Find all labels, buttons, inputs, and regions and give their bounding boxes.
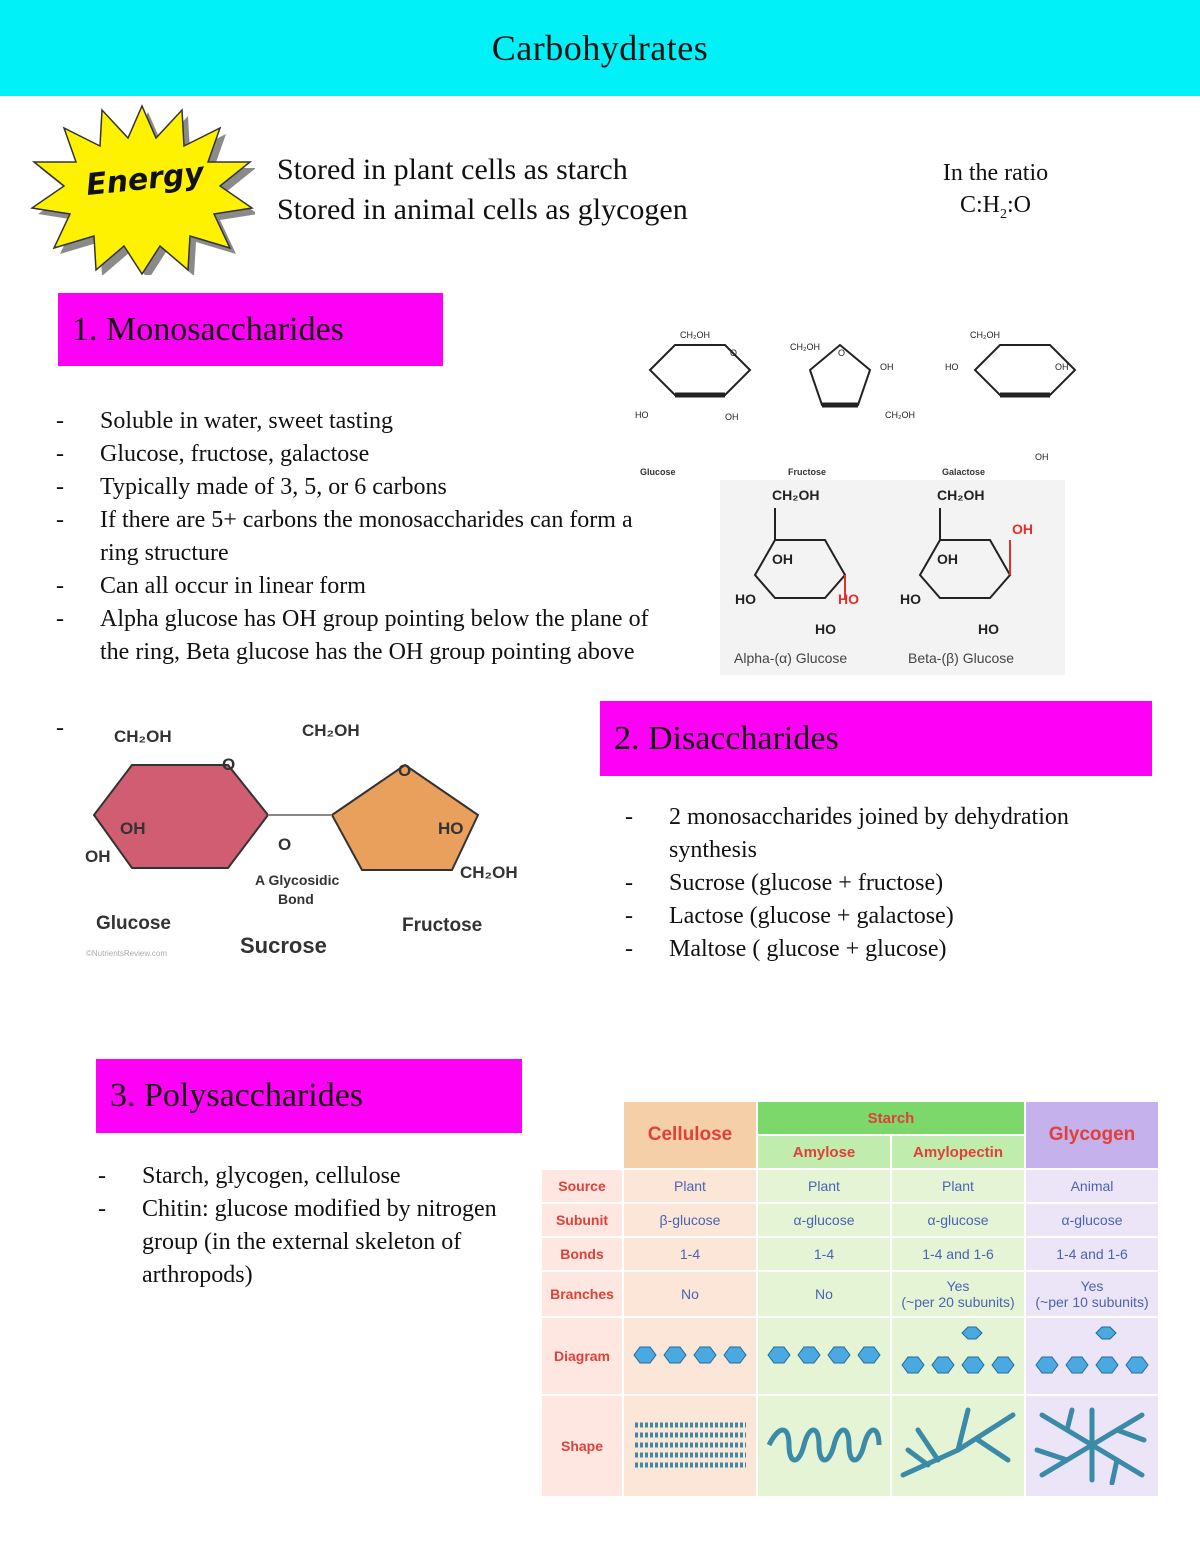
monosaccharides-heading: 1. Monosaccharides xyxy=(58,293,443,366)
svg-text:OH: OH xyxy=(937,551,958,567)
fructose-label: Fructose xyxy=(788,467,827,477)
table-row: Shape xyxy=(542,1396,1158,1496)
page-title: Carbohydrates xyxy=(491,28,709,68)
col-amylose: Amylose xyxy=(758,1136,890,1168)
svg-text:HO: HO xyxy=(900,591,921,607)
list-item: - Lactose (glucose + galactose) xyxy=(625,900,1155,933)
svg-text:CH₂OH: CH₂OH xyxy=(302,721,360,740)
glucose-label: Glucose xyxy=(640,467,676,477)
svg-text:O: O xyxy=(838,348,846,358)
sucrose-title: Sucrose xyxy=(240,933,327,958)
svg-text:HO: HO xyxy=(945,362,959,372)
glycosidic-bond-label-2: Bond xyxy=(278,891,314,907)
col-amylopectin: Amylopectin xyxy=(892,1136,1024,1168)
glycogen-diagram xyxy=(1026,1318,1158,1394)
list-item: - Soluble in water, sweet tasting xyxy=(56,405,656,438)
empty-list-dash: - xyxy=(56,715,64,741)
amylopectin-shape xyxy=(892,1396,1024,1496)
cellulose-shape xyxy=(624,1396,756,1496)
amylopectin-diagram xyxy=(892,1318,1024,1394)
svg-text:OH: OH xyxy=(772,551,793,567)
list-item: - Glucose, fructose, galactose xyxy=(56,438,656,471)
col-starch: Starch xyxy=(758,1102,1024,1134)
alpha-beta-glucose-figure xyxy=(720,480,1065,675)
image-credit: ©NutrientsReview.com xyxy=(86,949,168,958)
svg-text:CH₂OH: CH₂OH xyxy=(680,330,710,340)
svg-text:CH₂OH: CH₂OH xyxy=(772,487,820,503)
table-row: Source Plant Plant Plant Animal xyxy=(542,1170,1158,1202)
energy-label: Energy xyxy=(84,155,206,204)
ratio-formula: $C:H_2:O$ xyxy=(959,192,1031,222)
svg-text:HO: HO xyxy=(635,410,649,420)
svg-text:CH₂OH: CH₂OH xyxy=(114,727,172,746)
storage-plant: Stored in plant cells as starch xyxy=(277,153,628,186)
col-cellulose: Cellulose xyxy=(624,1102,756,1168)
svg-text:OH: OH xyxy=(1035,452,1049,462)
table-row: Subunit β-glucose α-glucose α-glucose α-glucose xyxy=(542,1204,1158,1236)
svg-text:O: O xyxy=(222,755,236,774)
svg-text:HO: HO xyxy=(815,621,836,637)
svg-text:CH₂OH: CH₂OH xyxy=(790,342,820,352)
list-item: - 2 monosaccharides joined by dehydration synthesis xyxy=(625,801,1155,867)
ratio-label: In the ratio xyxy=(942,160,1049,186)
list-item: - Chitin: glucose modified by nitrogen group (in the external skeleton of arthropods) xyxy=(98,1193,518,1292)
amylose-diagram xyxy=(758,1318,890,1394)
ratio-note xyxy=(918,157,1073,231)
sucrose-fructose-label: Fructose xyxy=(402,915,483,936)
svg-text:OH: OH xyxy=(1012,521,1033,537)
table-row: Diagram xyxy=(542,1318,1158,1394)
storage-animal: Stored in animal cells as glycogen xyxy=(277,193,688,226)
svg-text:HO: HO xyxy=(838,591,859,607)
svg-text:O: O xyxy=(278,835,292,854)
disaccharides-heading: 2. Disaccharides xyxy=(600,701,1152,776)
energy-badge xyxy=(30,100,255,275)
page-header xyxy=(0,0,1200,96)
sucrose-figure xyxy=(80,710,540,965)
table-row: Bonds 1-4 1-4 1-4 and 1-6 1-4 and 1-6 xyxy=(542,1238,1158,1270)
svg-text:O: O xyxy=(730,348,738,358)
svg-text:O: O xyxy=(398,761,412,780)
svg-text:OH: OH xyxy=(85,847,111,866)
list-item: - Typically made of 3, 5, or 6 carbons xyxy=(56,471,656,504)
amylose-shape xyxy=(758,1396,890,1496)
list-item: - Can all occur in linear form xyxy=(56,570,656,603)
svg-text:CH₂OH: CH₂OH xyxy=(885,410,915,420)
glycosidic-bond-label: A Glycosidic xyxy=(255,872,340,888)
polysaccharide-table xyxy=(540,1100,1160,1495)
svg-text:OH: OH xyxy=(120,819,146,838)
svg-text:HO: HO xyxy=(438,819,464,838)
list-item: - If there are 5+ carbons the monosaccharides can form a ring structure xyxy=(56,504,656,570)
svg-text:HO: HO xyxy=(735,591,756,607)
svg-text:HO: HO xyxy=(978,621,999,637)
monosaccharide-structures xyxy=(630,320,1080,480)
svg-text:CH₂OH: CH₂OH xyxy=(970,330,1000,340)
beta-glucose-label: Beta-(β) Glucose xyxy=(908,650,1015,666)
list-item: - Maltose ( glucose + glucose) xyxy=(625,933,1155,966)
svg-text:OH: OH xyxy=(880,362,894,372)
sucrose-glucose-label: Glucose xyxy=(96,913,171,934)
polysaccharides-list xyxy=(98,1160,518,1292)
storage-text xyxy=(277,150,688,230)
svg-text:CH₂OH: CH₂OH xyxy=(937,487,985,503)
list-item: - Sucrose (glucose + fructose) xyxy=(625,867,1155,900)
alpha-glucose-label: Alpha-(α) Glucose xyxy=(734,650,848,666)
galactose-label: Galactose xyxy=(942,467,986,477)
list-item: - Alpha glucose has OH group pointing below the plane of the ring, Beta glucose has the OH group pointing above xyxy=(56,603,656,669)
polysaccharides-heading: 3. Polysaccharides xyxy=(96,1059,522,1133)
list-item: - Starch, glycogen, cellulose xyxy=(98,1160,518,1193)
svg-text:OH: OH xyxy=(725,412,739,422)
svg-text:CH₂OH: CH₂OH xyxy=(460,863,518,882)
col-glycogen: Glycogen xyxy=(1026,1102,1158,1168)
cellulose-diagram xyxy=(624,1318,756,1394)
monosaccharides-list xyxy=(56,405,656,669)
svg-text:OH: OH xyxy=(1055,362,1069,372)
glycogen-shape xyxy=(1026,1396,1158,1496)
disaccharides-list xyxy=(625,801,1155,966)
table-row: Branches No No Yes (~per 20 subunits) Yes (~per 10 subunits) xyxy=(542,1272,1158,1316)
